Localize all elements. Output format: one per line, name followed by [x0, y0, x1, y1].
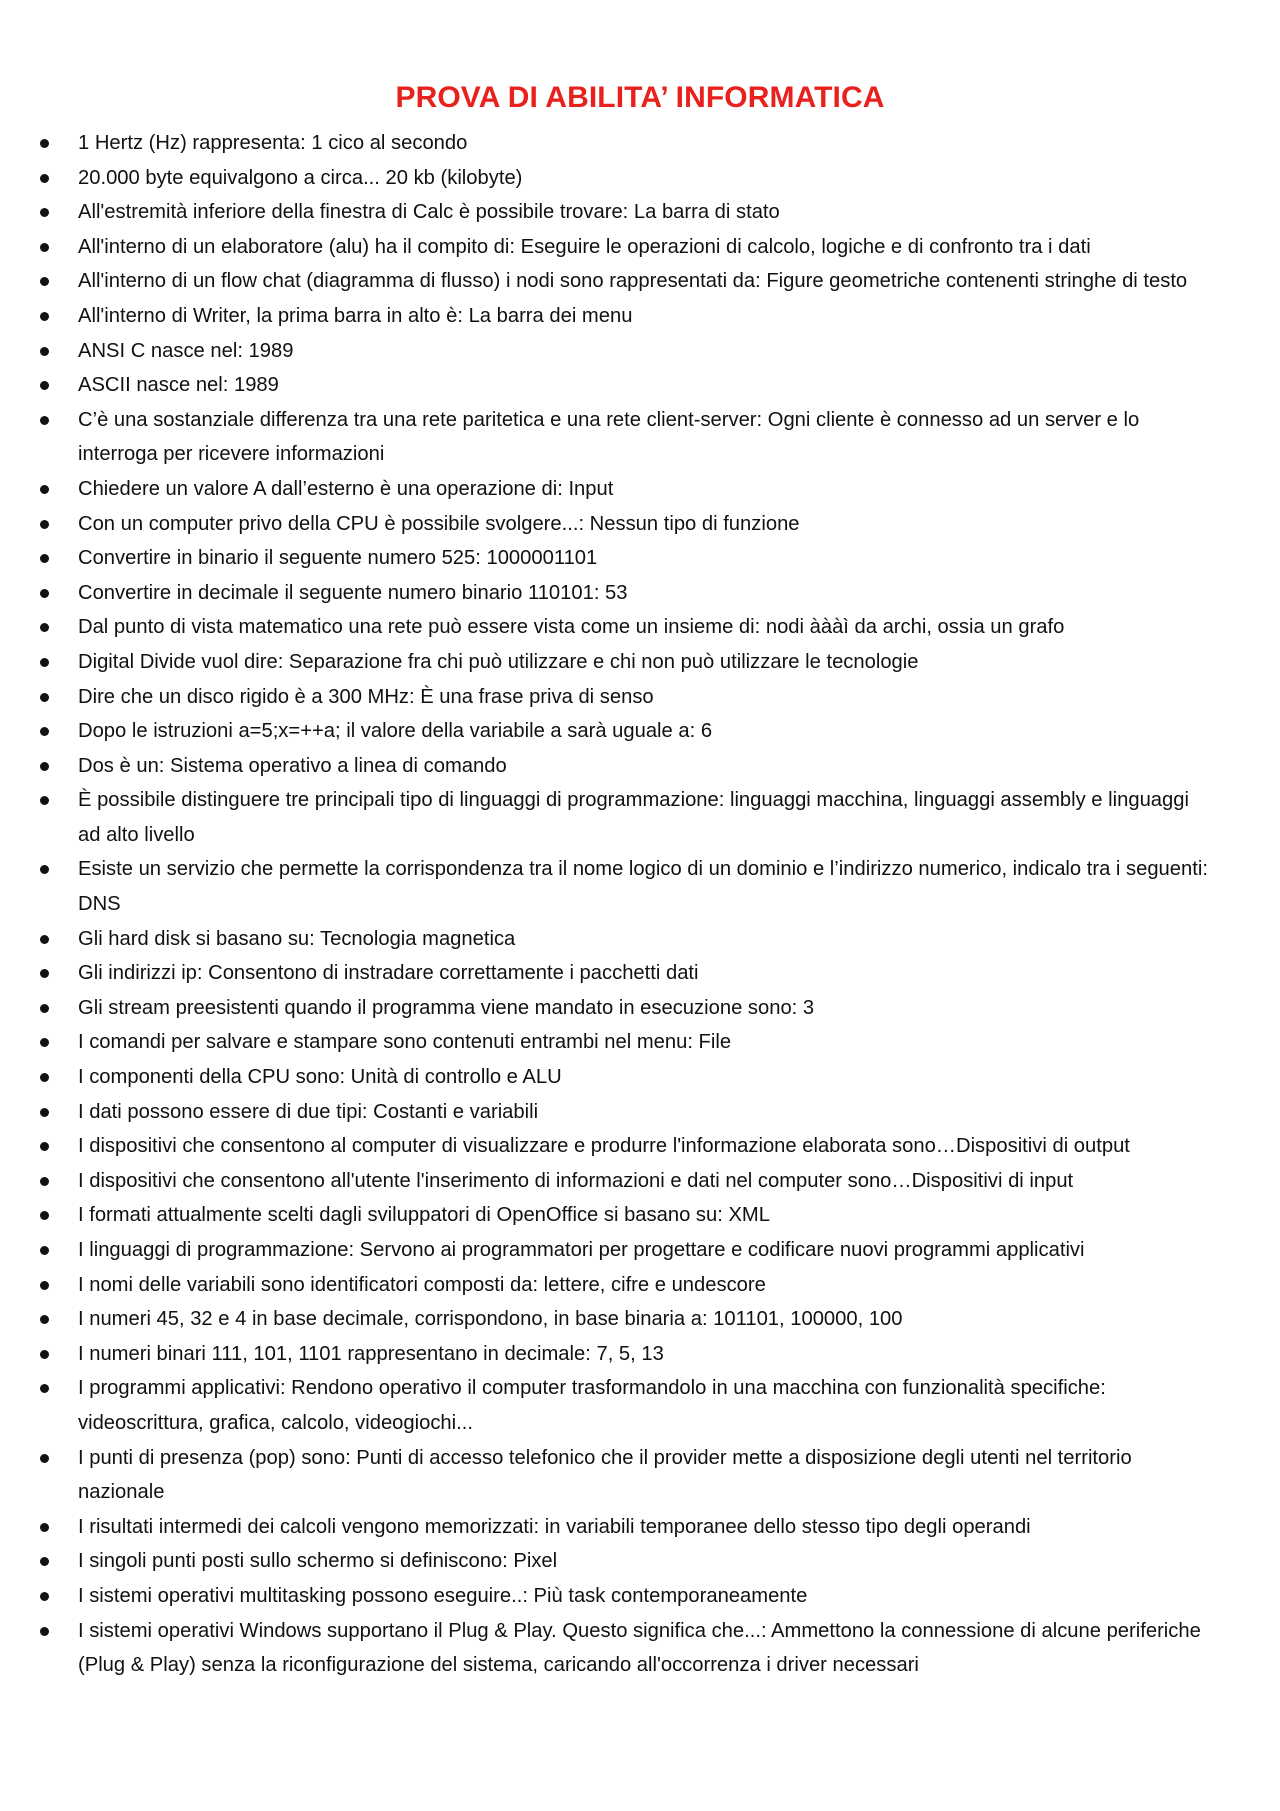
bullet-icon	[40, 969, 49, 978]
list-item-text: I nomi delle variabili sono identificatori composti da: lettere, cifre e undescore	[78, 1273, 766, 1296]
list-item	[0, 299, 1280, 334]
bullet-icon	[40, 1384, 49, 1393]
list-item	[0, 783, 1280, 852]
list-item	[0, 645, 1280, 680]
bullet-icon	[40, 1038, 49, 1047]
bullet-icon	[40, 1211, 49, 1220]
bullet-icon	[40, 1315, 49, 1324]
list-item-text: Con un computer privo della CPU è possibile svolgere...: Nessun tipo di funzione	[78, 512, 800, 535]
bullet-icon	[40, 796, 49, 805]
list-item-text: Convertire in binario il seguente numero 525: 1000001101	[78, 547, 598, 570]
bullet-icon	[40, 1177, 49, 1186]
list-item-text: All'interno di un elaboratore (alu) ha il compito di: Eseguire le operazioni di calcolo, logiche e di confronto tra i dati	[78, 235, 1091, 258]
list-item-text: I sistemi operativi Windows supportano il Plug & Play. Questo significa che...: Ammettono la connessione di alcune periferiche (Plug & Play) senza la riconfigurazione del sistema, caricando all'occorrenza i driver necessari	[78, 1619, 1201, 1677]
list-item-text: I numeri 45, 32 e 4 in base decimale, corrispondono, in base binaria a: 101101, 100000, 100	[78, 1308, 903, 1331]
list-item-text: I singoli punti posti sullo schermo si definiscono: Pixel	[78, 1550, 558, 1573]
list-item-text: I comandi per salvare e stampare sono contenuti entrambi nel menu: File	[78, 1031, 732, 1054]
list-item	[0, 507, 1280, 542]
list-item-text: I formati attualmente scelti dagli sviluppatori di OpenOffice si basano su: XML	[78, 1204, 770, 1227]
list-item	[0, 1371, 1280, 1440]
list-item-text: I risultati intermedi dei calcoli vengono memorizzati: in variabili temporanee dello stesso tipo degli operandi	[78, 1515, 1031, 1538]
list-item	[0, 126, 1280, 161]
list-item	[0, 1337, 1280, 1372]
list-item-text: C’è una sostanziale differenza tra una rete paritetica e una rete client-server: Ogni cliente è connesso ad un server e lo interroga per ricevere informazioni	[78, 408, 1140, 466]
bullet-icon	[40, 623, 49, 632]
list-item-text: Dal punto di vista matematico una rete può essere vista come un insieme di: nodi àààì da archi, ossia un grafo	[78, 616, 1065, 639]
bullet-icon	[40, 762, 49, 771]
list-item	[0, 1614, 1280, 1683]
list-item-text: Dopo le istruzioni a=5;x=++a; il valore della variabile a sarà uguale a: 6	[78, 720, 713, 743]
list-item-text: I linguaggi di programmazione: Servono ai programmatori per progettare e codificare nuovi programmi applicativi	[78, 1239, 1085, 1261]
list-item-text: ANSI C nasce nel: 1989	[78, 339, 294, 362]
list-item	[0, 1510, 1280, 1545]
list-item	[0, 680, 1280, 715]
bullet-icon	[40, 1004, 49, 1013]
list-item	[0, 922, 1280, 957]
bullet-icon	[40, 1246, 49, 1255]
list-item	[0, 1268, 1280, 1303]
bullet-icon	[40, 416, 49, 425]
list-item	[0, 1579, 1280, 1614]
bullet-icon	[40, 1627, 49, 1636]
list-item	[0, 1302, 1280, 1337]
list-item-text: Dire che un disco rigido è a 300 MHz: È una frase priva di senso	[78, 685, 654, 708]
list-item-text: Chiedere un valore A dall’esterno è una operazione di: Input	[78, 477, 614, 500]
list-item	[0, 264, 1280, 299]
list-item-text: Convertire in decimale il seguente numero binario 110101: 53	[78, 581, 628, 604]
bullet-icon	[40, 1523, 49, 1532]
list-item	[0, 403, 1280, 472]
list-item	[0, 1544, 1280, 1579]
bullet-icon	[40, 1108, 49, 1117]
list-item	[0, 991, 1280, 1026]
bullet-icon	[40, 381, 49, 390]
bullet-icon	[40, 1281, 49, 1290]
question-answer-list	[0, 126, 1280, 1683]
list-item	[0, 472, 1280, 507]
bullet-icon	[40, 554, 49, 563]
list-item	[0, 334, 1280, 369]
bullet-icon	[40, 485, 49, 494]
bullet-icon	[40, 589, 49, 598]
list-item	[0, 749, 1280, 784]
list-item-text: Digital Divide vuol dire: Separazione fra chi può utilizzare e chi non può utilizzare le tecnologie	[78, 650, 919, 673]
list-item	[0, 1441, 1280, 1510]
list-item	[0, 1025, 1280, 1060]
list-item-text: I numeri binari 111, 101, 1101 rappresentano in decimale: 7, 5, 13	[78, 1342, 664, 1365]
list-item-text: I dispositivi che consentono all'utente l'inserimento di informazioni e dati nel computer sono…Dispositivi di input	[78, 1169, 1074, 1192]
bullet-icon	[40, 865, 49, 874]
list-item	[0, 1198, 1280, 1233]
bullet-icon	[40, 658, 49, 667]
list-item-text: I dispositivi che consentono al computer di visualizzare e produrre l'informazione elaborata sono…Dispositivi di output	[78, 1135, 1130, 1158]
bullet-icon	[40, 174, 49, 183]
bullet-icon	[40, 243, 49, 252]
bullet-icon	[40, 1557, 49, 1566]
bullet-icon	[40, 1592, 49, 1601]
bullet-icon	[40, 520, 49, 529]
list-item	[0, 195, 1280, 230]
list-item	[0, 1060, 1280, 1095]
list-item	[0, 230, 1280, 265]
bullet-icon	[40, 1073, 49, 1082]
list-item-text: Esiste un servizio che permette la corrispondenza tra il nome logico di un dominio e l’indirizzo numerico, indicalo tra i seguenti: DNS	[78, 858, 1208, 916]
list-item	[0, 1233, 1280, 1268]
list-item-text: I sistemi operativi multitasking possono eseguire..: Più task contemporaneamente	[78, 1584, 808, 1607]
list-item	[0, 956, 1280, 991]
list-item-text: 20.000 byte equivalgono a circa... 20 kb (kilobyte)	[78, 166, 523, 189]
list-item	[0, 610, 1280, 645]
bullet-icon	[40, 1454, 49, 1463]
bullet-icon	[40, 139, 49, 148]
list-item	[0, 1164, 1280, 1199]
list-item-text: 1 Hertz (Hz) rappresenta: 1 cico al secondo	[78, 132, 468, 154]
list-item	[0, 576, 1280, 611]
list-item-text: All'estremità inferiore della finestra di Calc è possibile trovare: La barra di stato	[78, 201, 780, 224]
bullet-icon	[40, 693, 49, 702]
list-item	[0, 1095, 1280, 1130]
list-item-text: Gli stream preesistenti quando il programma viene mandato in esecuzione sono: 3	[78, 996, 815, 1019]
list-item-text: È possibile distinguere tre principali tipo di linguaggi di programmazione: linguaggi macchina, linguaggi assembly e linguaggi ad alto livello	[78, 789, 1189, 846]
list-item	[0, 714, 1280, 749]
list-item	[0, 161, 1280, 196]
list-item	[0, 852, 1280, 921]
list-item-text: Gli hard disk si basano su: Tecnologia magnetica	[78, 927, 516, 950]
list-item-text: Gli indirizzi ip: Consentono di instradare correttamente i pacchetti dati	[78, 962, 699, 985]
bullet-icon	[40, 347, 49, 356]
list-item-text: All'interno di un flow chat (diagramma di flusso) i nodi sono rappresentati da: Figure geometriche contenenti stringhe di testo	[78, 270, 1188, 293]
list-item	[0, 368, 1280, 403]
list-item-text: ASCII nasce nel: 1989	[78, 374, 279, 397]
list-item-text: I punti di presenza (pop) sono: Punti di accesso telefonico che il provider mette a disposizione degli utenti nel territorio nazionale	[78, 1446, 1132, 1504]
bullet-icon	[40, 312, 49, 321]
bullet-icon	[40, 1142, 49, 1151]
list-item-text: I componenti della CPU sono: Unità di controllo e ALU	[78, 1066, 562, 1089]
list-item	[0, 1129, 1280, 1164]
list-item-text: Dos è un: Sistema operativo a linea di comando	[78, 754, 507, 777]
bullet-icon	[40, 208, 49, 217]
bullet-icon	[40, 727, 49, 736]
list-item-text: All'interno di Writer, la prima barra in alto è: La barra dei menu	[78, 304, 633, 327]
bullet-icon	[40, 1350, 49, 1359]
list-item-text: I programmi applicativi: Rendono operativo il computer trasformandolo in una macchina con funzionalità specifiche: videoscrittura, grafica, calcolo, videogiochi...	[78, 1377, 1106, 1434]
page-title: PROVA DI ABILITA’ INFORMATICA	[395, 81, 885, 114]
bullet-icon	[40, 935, 49, 944]
bullet-icon	[40, 277, 49, 286]
list-item-text: I dati possono essere di due tipi: Costanti e variabili	[78, 1100, 539, 1123]
list-item	[0, 541, 1280, 576]
